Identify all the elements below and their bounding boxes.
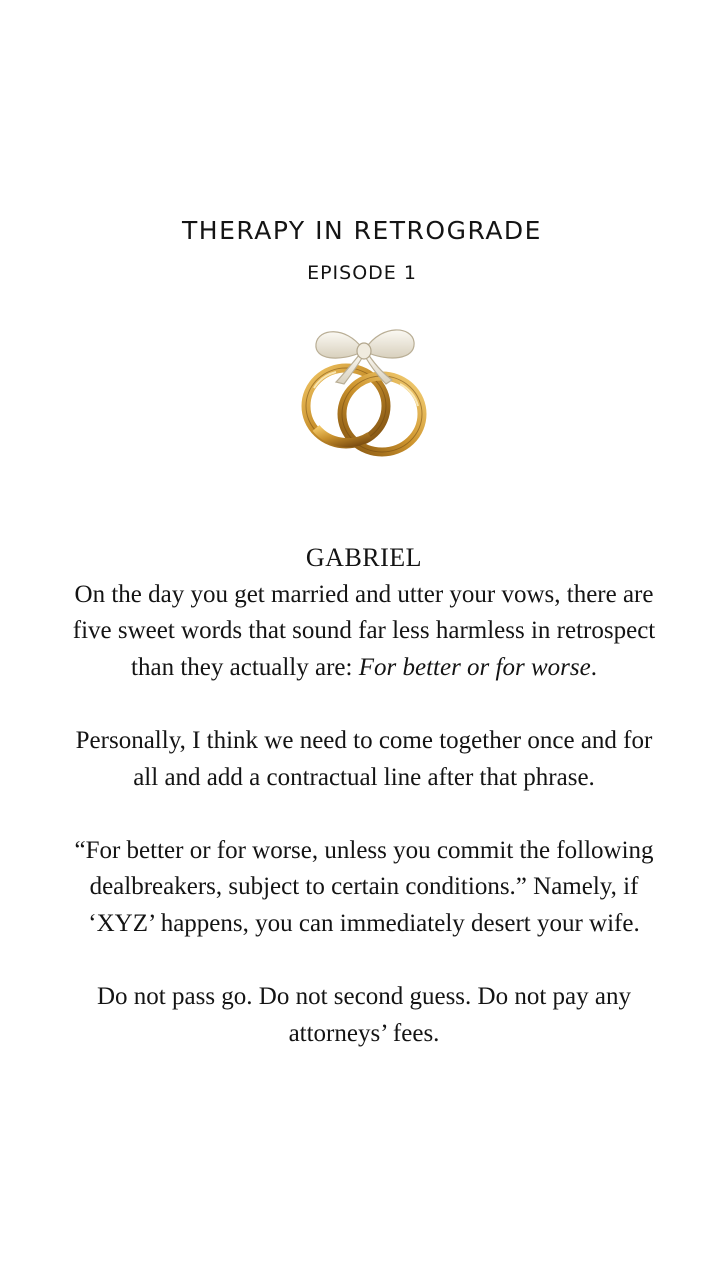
paragraph-4: Do not pass go. Do not second guess. Do not pay any attorneys’ fees.	[97, 983, 631, 1047]
paragraph-3: “For better or for worse, unless you commit the following dealbreakers, subject to certain conditions.” Namely, if ‘XYZ’ happens, you can immediately desert your wife.	[74, 836, 654, 937]
wedding-rings-illustration	[296, 318, 432, 458]
speaker-name: GABRIEL	[305, 543, 423, 572]
paragraph-1-italic: For better or for worse	[358, 653, 591, 681]
paragraph-1-after: .	[590, 653, 597, 681]
paragraph-1-text: On the day you get married and utter your vows, there are five sweet words that sound far less harmless in retrospect than they actually are:	[72, 580, 656, 681]
episode-label: EPISODE 1	[307, 262, 417, 284]
book-title: THERAPY IN RETROGRADE	[182, 216, 542, 245]
paragraph-1	[70, 577, 658, 687]
wedding-rings-icon	[296, 318, 432, 458]
paragraph-2: Personally, I think we need to come together once and for all and add a contractual line after that phrase.	[75, 726, 653, 791]
chapter-text	[70, 540, 658, 1052]
